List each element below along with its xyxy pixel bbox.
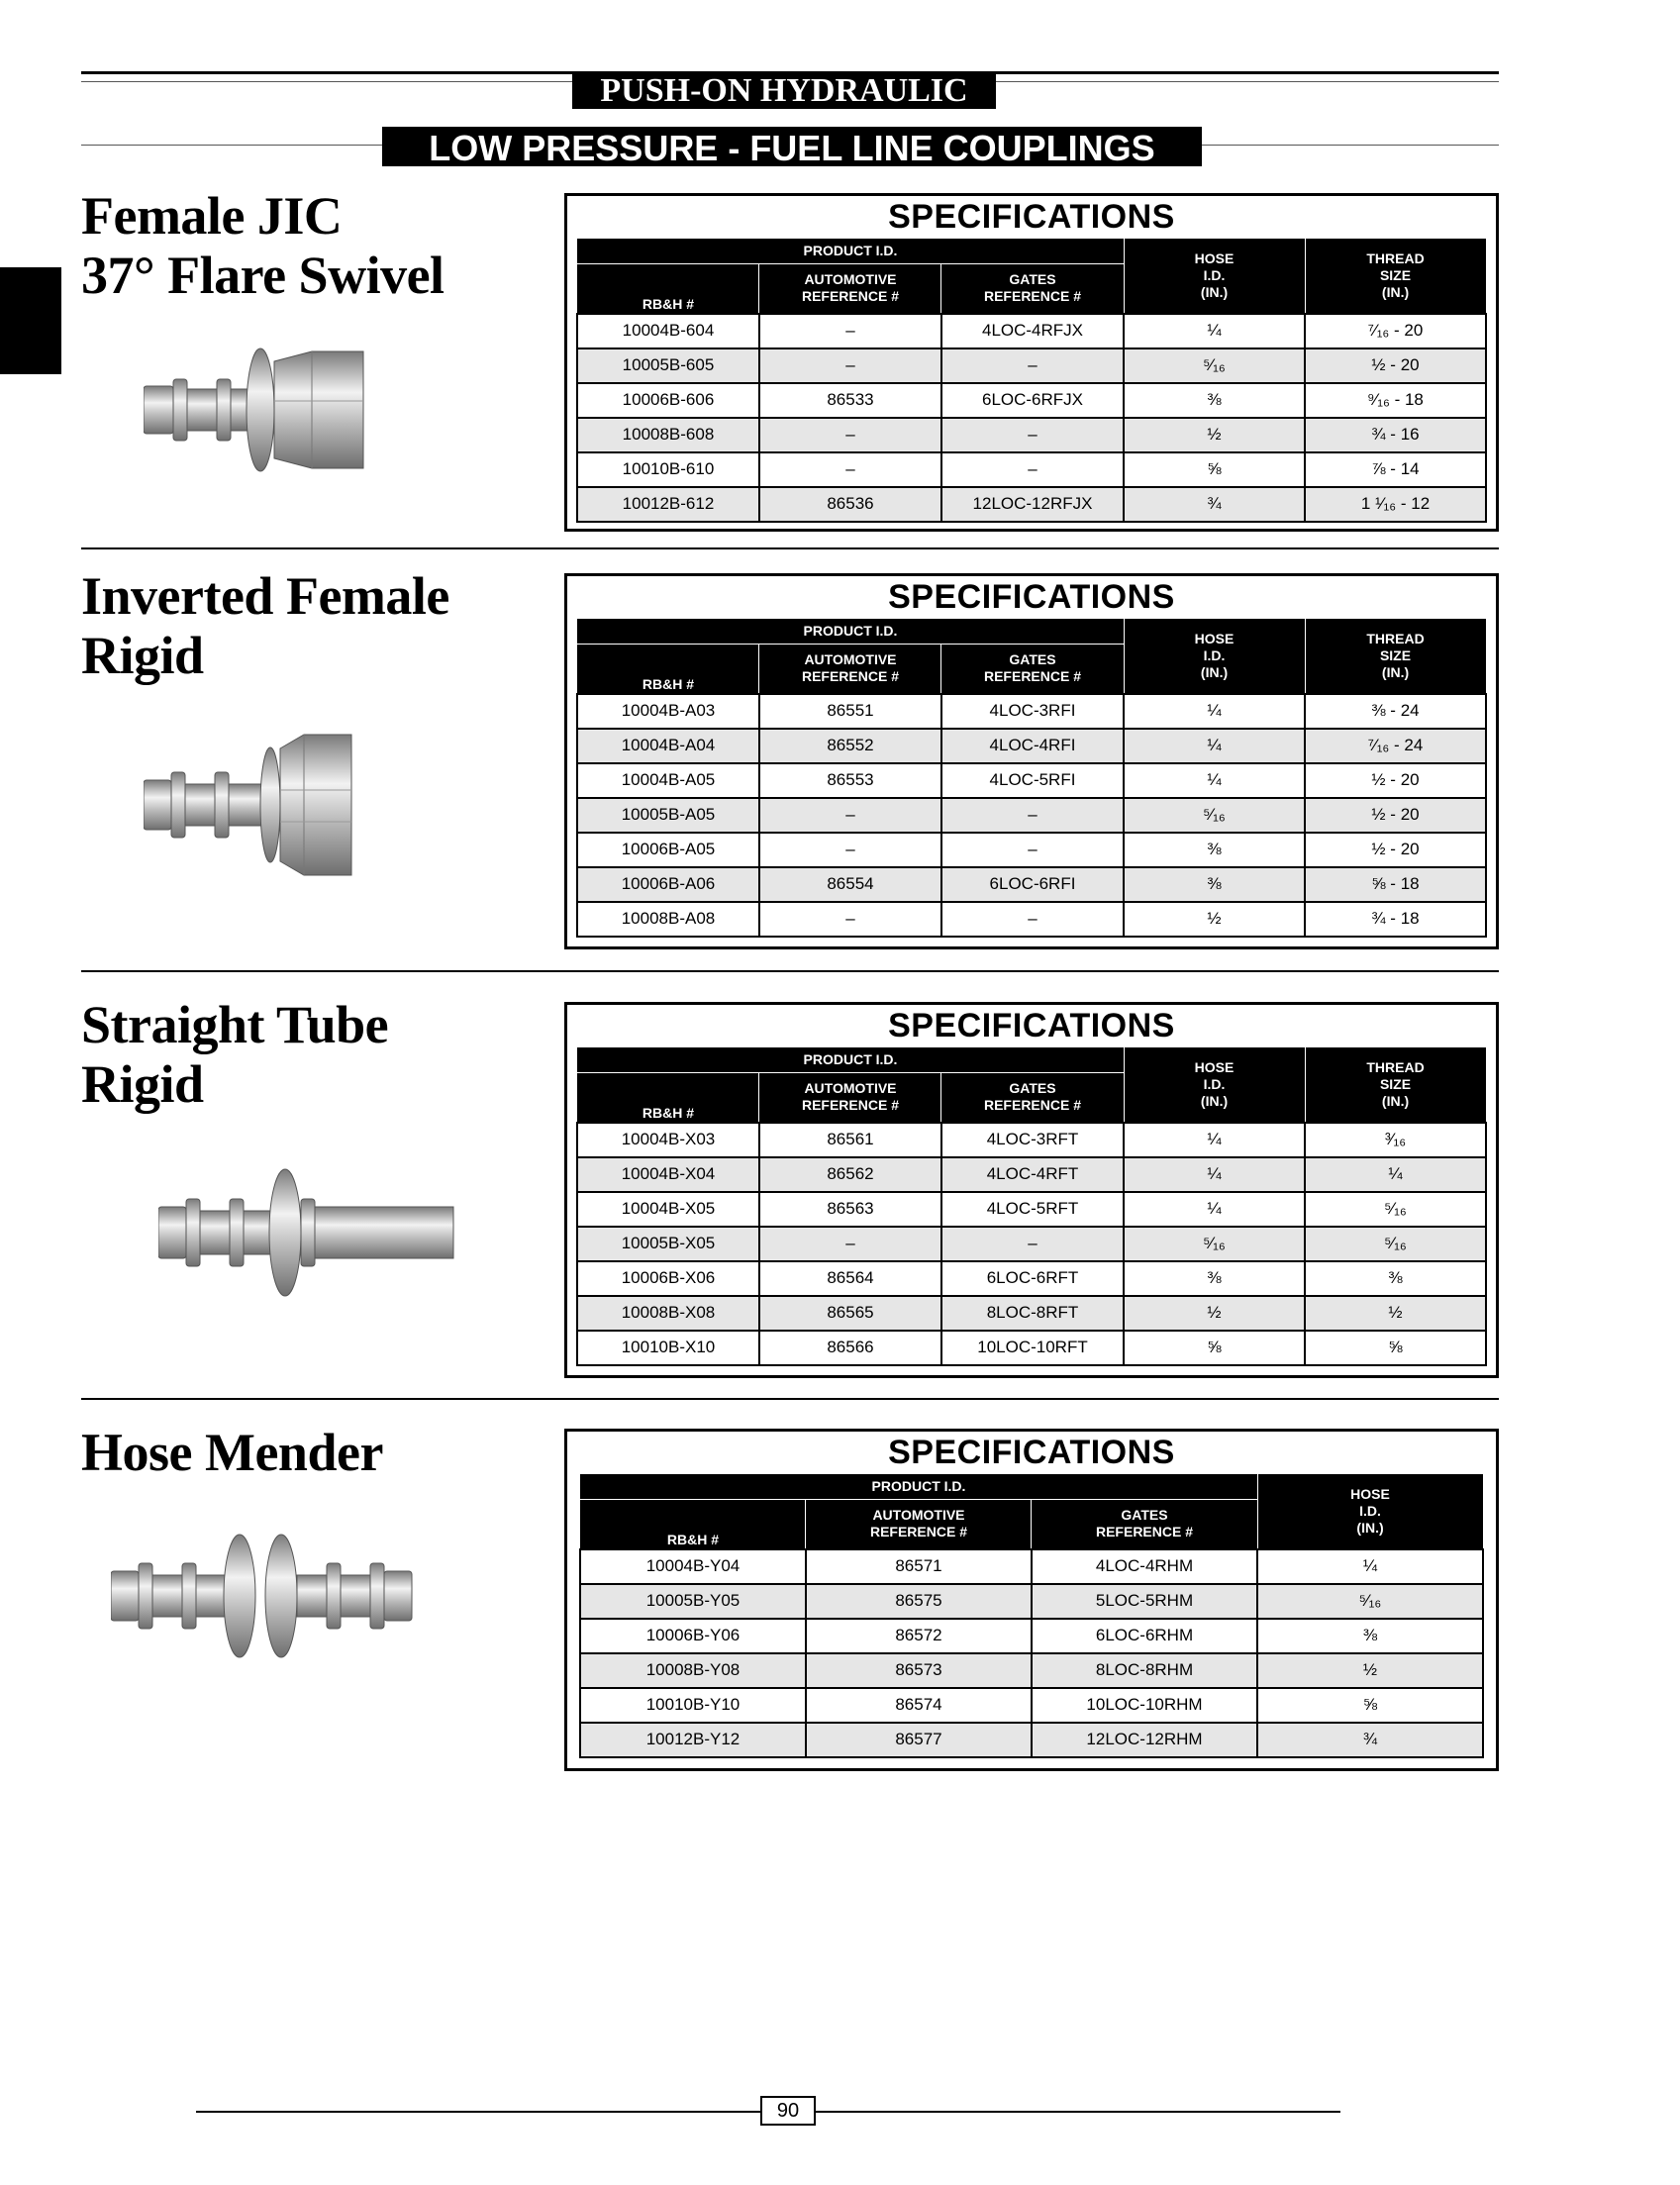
table-cell: 10012B-612: [577, 487, 759, 522]
table-cell: 10004B-X05: [577, 1192, 759, 1227]
col-gates-ref: GATES REFERENCE #: [941, 264, 1124, 314]
col-product-id: PRODUCT I.D.: [577, 239, 1124, 264]
section-title-female-jic: Female JIC 37° Flare Swivel: [81, 186, 445, 305]
table-cell: –: [759, 418, 941, 452]
female-jic-fitting-image: [144, 342, 371, 475]
table-cell: 10LOC-10RHM: [1032, 1688, 1257, 1723]
col-automotive-ref: AUTOMOTIVE REFERENCE #: [759, 264, 941, 314]
table-cell: ¼: [1257, 1549, 1483, 1584]
table-cell: 86562: [759, 1157, 941, 1192]
table-cell: ½ - 20: [1305, 833, 1486, 867]
col-thread-size: THREAD SIZE (IN.): [1305, 1047, 1486, 1123]
col-gates-ref: GATES REFERENCE #: [941, 1073, 1124, 1123]
table-cell: ½ - 20: [1305, 348, 1486, 383]
table-row: [577, 833, 1486, 867]
col-rbh: RB&H #: [577, 1073, 759, 1123]
section-title-hose-mender: Hose Mender: [81, 1423, 383, 1482]
table-cell: ¾ - 18: [1305, 902, 1486, 937]
table-cell: ¾: [1257, 1723, 1483, 1757]
table-row: [577, 348, 1486, 383]
table-row: [577, 1123, 1486, 1157]
header-subtitle: LOW PRESSURE - FUEL LINE COUPLINGS: [382, 127, 1202, 166]
table-cell: 10006B-606: [577, 383, 759, 418]
table-row: [577, 798, 1486, 833]
spec-table-grid: [576, 238, 1487, 523]
table-cell: ¼: [1124, 763, 1305, 798]
table-cell: ⁹⁄₁₆ - 18: [1305, 383, 1486, 418]
spec-title: SPECIFICATIONS: [888, 1434, 1175, 1471]
header-title: PUSH-ON HYDRAULIC: [572, 73, 996, 109]
table-cell: ⅜: [1124, 833, 1305, 867]
col-automotive-ref: AUTOMOTIVE REFERENCE #: [806, 1500, 1032, 1549]
table-row: [580, 1619, 1483, 1653]
table-cell: ⁷⁄₁₆ - 20: [1305, 314, 1486, 348]
table-cell: 10004B-A04: [577, 729, 759, 763]
table-cell: ⅜: [1305, 1261, 1486, 1296]
table-row: [577, 763, 1486, 798]
col-product-id: PRODUCT I.D.: [577, 619, 1124, 645]
col-gates-ref: GATES REFERENCE #: [1032, 1500, 1257, 1549]
table-row: [577, 867, 1486, 902]
table-cell: 6LOC-6RHM: [1032, 1619, 1257, 1653]
col-rbh: RB&H #: [580, 1500, 806, 1549]
table-cell: ½: [1124, 1296, 1305, 1331]
table-cell: ½: [1124, 418, 1305, 452]
table-cell: ½: [1257, 1653, 1483, 1688]
hose-mender-fitting-image: [111, 1530, 418, 1658]
table-cell: –: [759, 902, 941, 937]
col-automotive-ref: AUTOMOTIVE REFERENCE #: [759, 1073, 941, 1123]
table-cell: ⅜: [1124, 867, 1305, 902]
table-cell: 10006B-A05: [577, 833, 759, 867]
spec-table-inverted-female: [564, 573, 1499, 949]
table-cell: 6LOC-6RFT: [941, 1261, 1124, 1296]
table-row: [577, 1296, 1486, 1331]
table-cell: –: [759, 348, 941, 383]
table-cell: 10006B-X06: [577, 1261, 759, 1296]
col-automotive-ref: AUTOMOTIVE REFERENCE #: [759, 645, 941, 694]
table-cell: 86574: [806, 1688, 1032, 1723]
table-cell: 86573: [806, 1653, 1032, 1688]
table-cell: 4LOC-5RFI: [941, 763, 1124, 798]
table-cell: ³⁄₁₆: [1305, 1123, 1486, 1157]
table-cell: ¼: [1124, 1123, 1305, 1157]
table-cell: ¼: [1124, 729, 1305, 763]
header-rule-left: [81, 145, 382, 146]
table-cell: ½ - 20: [1305, 798, 1486, 833]
table-cell: ⅞ - 14: [1305, 452, 1486, 487]
table-cell: 8LOC-8RFT: [941, 1296, 1124, 1331]
table-row: [577, 383, 1486, 418]
table-cell: 4LOC-5RFT: [941, 1192, 1124, 1227]
table-cell: ⁵⁄₁₆: [1305, 1227, 1486, 1261]
col-hose-id: HOSE I.D. (IN.): [1124, 1047, 1305, 1123]
spec-title: SPECIFICATIONS: [888, 1007, 1175, 1044]
table-cell: 86536: [759, 487, 941, 522]
table-cell: 86561: [759, 1123, 941, 1157]
col-rbh: RB&H #: [577, 645, 759, 694]
table-row: [580, 1653, 1483, 1688]
table-row: [580, 1688, 1483, 1723]
table-row: [580, 1723, 1483, 1757]
table-cell: 6LOC-6RFJX: [941, 383, 1124, 418]
table-cell: ⁷⁄₁₆ - 24: [1305, 729, 1486, 763]
table-cell: 10006B-Y06: [580, 1619, 806, 1653]
spec-title: SPECIFICATIONS: [888, 578, 1175, 616]
table-cell: ⁵⁄₁₆: [1305, 1192, 1486, 1227]
spec-table-hose-mender: [564, 1429, 1499, 1771]
table-cell: ⅝: [1124, 1331, 1305, 1365]
table-cell: –: [941, 1227, 1124, 1261]
table-cell: 86551: [759, 694, 941, 729]
table-cell: 4LOC-4RFI: [941, 729, 1124, 763]
table-cell: –: [759, 798, 941, 833]
table-cell: 86563: [759, 1192, 941, 1227]
table-cell: –: [941, 798, 1124, 833]
table-cell: –: [941, 348, 1124, 383]
table-cell: 10010B-Y10: [580, 1688, 806, 1723]
table-cell: 10005B-605: [577, 348, 759, 383]
table-cell: 10008B-608: [577, 418, 759, 452]
table-cell: 10008B-A08: [577, 902, 759, 937]
table-cell: –: [759, 1227, 941, 1261]
table-cell: ⅝ - 18: [1305, 867, 1486, 902]
header-rule-right: [1202, 145, 1499, 146]
table-cell: 4LOC-4RFT: [941, 1157, 1124, 1192]
table-cell: –: [941, 452, 1124, 487]
table-cell: 12LOC-12RHM: [1032, 1723, 1257, 1757]
footer-rule-left: [196, 2111, 760, 2113]
spec-table-straight-tube: [564, 1002, 1499, 1378]
table-cell: 10005B-Y05: [580, 1584, 806, 1619]
section-divider: [81, 1398, 1499, 1400]
col-gates-ref: GATES REFERENCE #: [941, 645, 1124, 694]
col-thread-size: THREAD SIZE (IN.): [1305, 239, 1486, 314]
table-cell: 86577: [806, 1723, 1032, 1757]
table-row: [577, 902, 1486, 937]
table-cell: ¾ - 16: [1305, 418, 1486, 452]
table-cell: –: [941, 418, 1124, 452]
table-cell: 10004B-604: [577, 314, 759, 348]
table-cell: 86533: [759, 383, 941, 418]
table-cell: ⁵⁄₁₆: [1124, 348, 1305, 383]
table-cell: ¼: [1124, 694, 1305, 729]
table-cell: ¼: [1124, 314, 1305, 348]
table-row: [577, 1261, 1486, 1296]
table-cell: 10004B-X04: [577, 1157, 759, 1192]
table-cell: 10004B-Y04: [580, 1549, 806, 1584]
table-cell: –: [759, 314, 941, 348]
footer-rule-right: [816, 2111, 1340, 2113]
table-cell: ¼: [1305, 1157, 1486, 1192]
section-divider: [81, 547, 1499, 549]
spec-table-grid: [579, 1473, 1484, 1758]
table-row: [577, 1227, 1486, 1261]
table-row: [580, 1584, 1483, 1619]
table-cell: ¼: [1124, 1192, 1305, 1227]
table-cell: ⅜: [1124, 383, 1305, 418]
table-cell: 4LOC-3RFT: [941, 1123, 1124, 1157]
section-title-inverted-female: Inverted Female Rigid: [81, 566, 449, 685]
table-cell: 10005B-X05: [577, 1227, 759, 1261]
table-cell: 10004B-A05: [577, 763, 759, 798]
table-cell: 86564: [759, 1261, 941, 1296]
table-cell: 4LOC-4RFJX: [941, 314, 1124, 348]
col-product-id: PRODUCT I.D.: [580, 1474, 1257, 1500]
page-number: 90: [760, 2096, 816, 2126]
col-rbh: RB&H #: [577, 264, 759, 314]
table-cell: 6LOC-6RFI: [941, 867, 1124, 902]
table-cell: ⅝: [1124, 452, 1305, 487]
col-thread-size: THREAD SIZE (IN.): [1305, 619, 1486, 694]
table-cell: ⅜: [1257, 1619, 1483, 1653]
table-cell: ⁵⁄₁₆: [1124, 1227, 1305, 1261]
table-row: [580, 1549, 1483, 1584]
table-cell: 1 ¹⁄₁₆ - 12: [1305, 487, 1486, 522]
col-hose-id: HOSE I.D. (IN.): [1124, 619, 1305, 694]
table-cell: 86566: [759, 1331, 941, 1365]
table-cell: 5LOC-5RHM: [1032, 1584, 1257, 1619]
table-cell: 86571: [806, 1549, 1032, 1584]
table-row: [577, 1157, 1486, 1192]
spec-table-grid: [576, 618, 1487, 938]
table-row: [577, 452, 1486, 487]
table-cell: 4LOC-4RHM: [1032, 1549, 1257, 1584]
section-title-straight-tube: Straight Tube Rigid: [81, 995, 389, 1114]
table-cell: 86552: [759, 729, 941, 763]
table-cell: –: [759, 833, 941, 867]
table-cell: 10004B-X03: [577, 1123, 759, 1157]
table-cell: ⅝: [1305, 1331, 1486, 1365]
straight-tube-fitting-image: [158, 1163, 455, 1302]
table-cell: 86572: [806, 1619, 1032, 1653]
table-cell: 86565: [759, 1296, 941, 1331]
table-cell: 10012B-Y12: [580, 1723, 806, 1757]
table-cell: 10008B-X08: [577, 1296, 759, 1331]
table-cell: ¼: [1124, 1157, 1305, 1192]
spec-table-female-jic: [564, 193, 1499, 532]
side-index-tab: [0, 267, 61, 374]
table-cell: 86554: [759, 867, 941, 902]
table-cell: –: [941, 833, 1124, 867]
table-cell: ¾: [1124, 487, 1305, 522]
spec-title: SPECIFICATIONS: [888, 198, 1175, 236]
table-cell: 12LOC-12RFJX: [941, 487, 1124, 522]
table-row: [577, 694, 1486, 729]
table-cell: 10010B-610: [577, 452, 759, 487]
table-cell: 10010B-X10: [577, 1331, 759, 1365]
table-cell: ⅜: [1124, 1261, 1305, 1296]
table-cell: 4LOC-3RFI: [941, 694, 1124, 729]
table-cell: –: [941, 902, 1124, 937]
table-row: [577, 314, 1486, 348]
table-cell: ⅜ - 24: [1305, 694, 1486, 729]
table-cell: –: [759, 452, 941, 487]
table-row: [577, 1331, 1486, 1365]
spec-table-grid: [576, 1046, 1487, 1366]
table-cell: ½ - 20: [1305, 763, 1486, 798]
col-hose-id: HOSE I.D. (IN.): [1124, 239, 1305, 314]
col-hose-id: HOSE I.D. (IN.): [1257, 1474, 1483, 1549]
table-cell: 10008B-Y08: [580, 1653, 806, 1688]
table-cell: 86575: [806, 1584, 1032, 1619]
table-cell: 10004B-A03: [577, 694, 759, 729]
section-divider: [81, 970, 1499, 972]
table-cell: 10005B-A05: [577, 798, 759, 833]
table-cell: ½: [1305, 1296, 1486, 1331]
table-cell: ⁵⁄₁₆: [1257, 1584, 1483, 1619]
inverted-female-fitting-image: [144, 731, 361, 879]
table-cell: 8LOC-8RHM: [1032, 1653, 1257, 1688]
col-product-id: PRODUCT I.D.: [577, 1047, 1124, 1073]
table-row: [577, 418, 1486, 452]
table-cell: ⅝: [1257, 1688, 1483, 1723]
table-cell: 86553: [759, 763, 941, 798]
table-cell: 10LOC-10RFT: [941, 1331, 1124, 1365]
table-row: [577, 487, 1486, 522]
table-row: [577, 1192, 1486, 1227]
table-cell: ½: [1124, 902, 1305, 937]
table-cell: ⁵⁄₁₆: [1124, 798, 1305, 833]
table-row: [577, 729, 1486, 763]
table-cell: 10006B-A06: [577, 867, 759, 902]
